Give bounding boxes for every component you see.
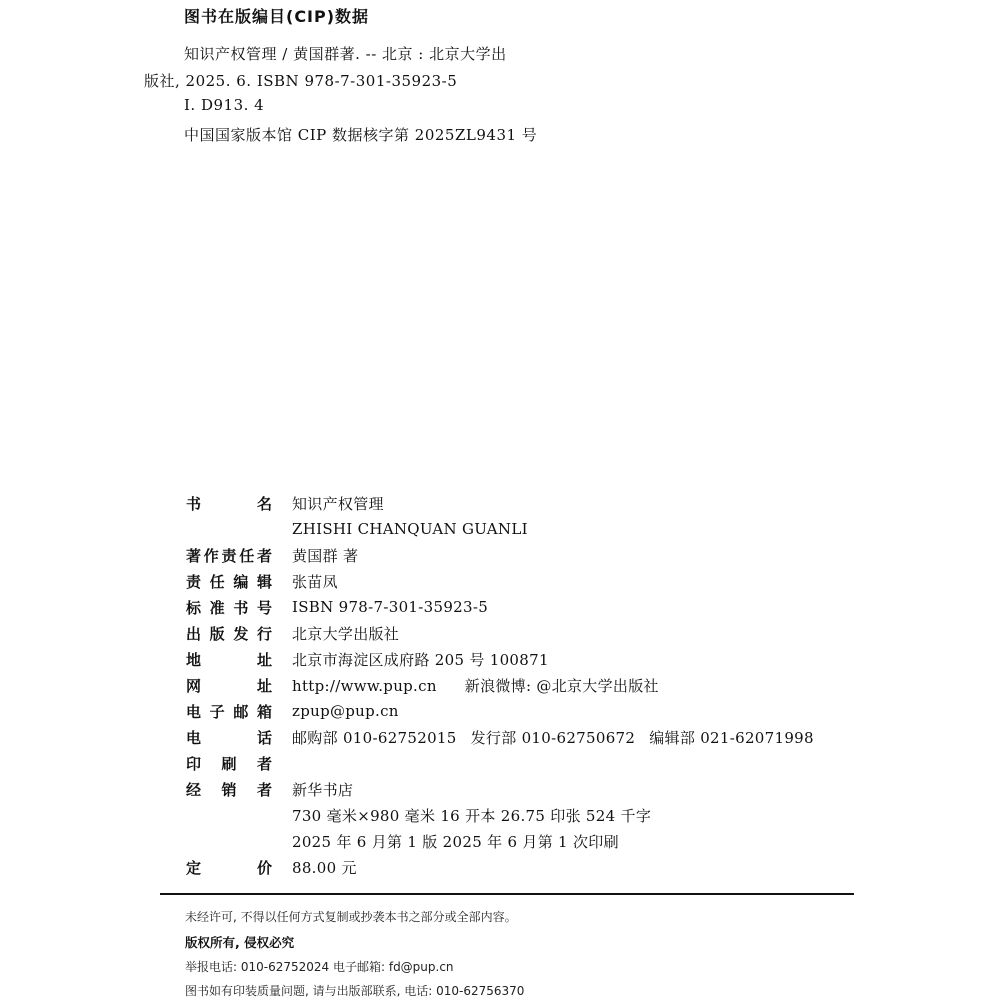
weibo-handle: 新浪微博: @北京大学出版社	[464, 676, 659, 695]
label-char: 话	[256, 728, 272, 747]
label-char: 者	[256, 754, 272, 773]
meta-row-editor	[186, 568, 338, 594]
meta-label-address	[186, 649, 272, 670]
phone-editorial: 编辑部 021-62071998	[649, 728, 814, 747]
isbn-value: ISBN 978-7-301-35923-5	[292, 598, 489, 616]
edition-value: 2025 年 6 月第 1 版 2025 年 6 月第 1 次印刷	[292, 832, 619, 851]
label-char: 地	[186, 650, 202, 669]
label-char: 子	[209, 702, 225, 721]
label-char: 作	[203, 546, 219, 565]
meta-row-title	[186, 490, 384, 516]
label-char: 任	[209, 572, 225, 591]
meta-label-author	[186, 545, 272, 566]
format-value: 730 毫米×980 毫米 16 开本 26.75 印张 524 千字	[292, 806, 652, 825]
phone-distribution: 发行部 010-62750672	[470, 728, 636, 747]
cip-line-3: Ⅰ. D913. 4	[184, 96, 265, 114]
meta-label-price	[186, 857, 272, 878]
label-char: 价	[256, 858, 272, 877]
meta-row-distributor	[186, 776, 354, 802]
meta-row-pinyin	[186, 516, 528, 542]
label-char: 版	[209, 624, 225, 643]
email-link[interactable]: zpup@pup.cn	[292, 702, 399, 720]
publisher-value: 北京大学出版社	[292, 624, 400, 643]
book-title: 知识产权管理	[292, 494, 384, 513]
meta-row-publisher	[186, 620, 400, 646]
copy-notice: 未经许可, 不得以任何方式复制或抄袭本书之部分或全部内容。	[185, 910, 517, 924]
address-value: 北京市海淀区成府路 205 号 100871	[292, 650, 549, 669]
cip-line-1: 知识产权管理 / 黄国群著. -- 北京 : 北京大学出	[184, 45, 507, 63]
meta-label-phone	[186, 727, 272, 748]
label-char: 著	[186, 546, 202, 565]
meta-row-address	[186, 646, 549, 672]
label-char: 者	[256, 546, 272, 565]
label-char: 行	[256, 624, 272, 643]
label-char: 责	[186, 572, 202, 591]
meta-row-email	[186, 698, 399, 724]
label-char: 发	[233, 624, 249, 643]
meta-label-publisher	[186, 623, 272, 644]
quality-contact: 图书如有印装质量问题, 请与出版部联系, 电话: 010-62756370	[185, 984, 525, 998]
book-title-pinyin: ZHISHI CHANQUAN GUANLI	[292, 520, 528, 538]
label-char: 者	[256, 780, 272, 799]
meta-label-isbn	[186, 597, 272, 618]
meta-label-distributor	[186, 779, 272, 800]
meta-label-website	[186, 675, 272, 696]
meta-row-phone	[186, 724, 814, 750]
meta-row-format	[186, 802, 652, 828]
label-char: 号	[256, 598, 272, 617]
website-link[interactable]: http://www.pup.cn	[292, 676, 437, 695]
label-char: 准	[209, 598, 225, 617]
label-char: 印	[186, 754, 202, 773]
meta-label-editor	[186, 571, 272, 592]
label-char: 箱	[256, 702, 272, 721]
meta-row-isbn	[186, 594, 489, 620]
label-char: 辑	[256, 572, 272, 591]
meta-row-author	[186, 542, 359, 568]
label-char: 任	[239, 546, 255, 565]
distributor-value: 新华书店	[292, 780, 354, 799]
label-char: 电	[186, 728, 202, 747]
label-char: 出	[186, 624, 202, 643]
editor-value: 张苗凤	[292, 572, 338, 591]
label-char: 址	[256, 676, 272, 695]
label-char: 网	[186, 676, 202, 695]
meta-row-price	[186, 854, 357, 880]
label-char: 标	[186, 598, 202, 617]
meta-label-email	[186, 701, 272, 722]
cip-line-2: 版社, 2025. 6. ISBN 978-7-301-35923-5	[144, 72, 458, 90]
label-char: 销	[221, 780, 237, 799]
meta-row-website	[186, 672, 659, 698]
rights-notice: 版权所有, 侵权必究	[185, 935, 295, 950]
meta-label-title	[186, 493, 272, 514]
footer-divider	[160, 893, 854, 895]
label-char: 责	[221, 546, 237, 565]
label-char: 电	[186, 702, 202, 721]
label-char: 址	[256, 650, 272, 669]
meta-label-printer	[186, 753, 272, 774]
meta-row-edition	[186, 828, 619, 854]
price-value: 88.00 元	[292, 858, 357, 877]
cip-line-4: 中国国家版本馆 CIP 数据核字第 2025ZL9431 号	[184, 126, 538, 144]
report-contact: 举报电话: 010-62752024 电子邮箱: fd@pup.cn	[185, 960, 454, 974]
label-char: 经	[186, 780, 202, 799]
label-char: 书	[186, 494, 202, 513]
author-value: 黄国群 著	[292, 546, 359, 565]
label-char: 名	[256, 494, 272, 513]
label-char: 邮	[233, 702, 249, 721]
label-char: 刷	[221, 754, 237, 773]
cip-heading: 图书在版编目(CIP)数据	[184, 7, 370, 26]
meta-row-printer	[186, 750, 272, 776]
label-char: 定	[186, 858, 202, 877]
label-char: 书	[233, 598, 249, 617]
phone-sales: 邮购部 010-62752015	[292, 728, 457, 747]
label-char: 编	[233, 572, 249, 591]
